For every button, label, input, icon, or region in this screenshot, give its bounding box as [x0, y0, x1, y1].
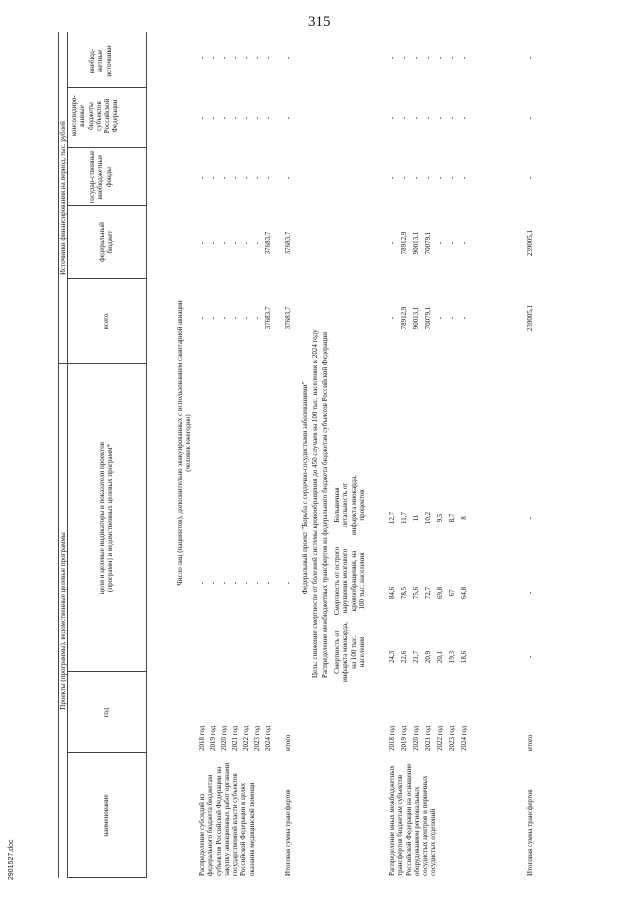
- indicator-2-value: 75,6: [412, 586, 420, 600]
- header-federal: федеральный бюджет: [98, 222, 115, 262]
- extrabudget-value: -: [460, 56, 468, 60]
- consolidated-value: -: [253, 116, 261, 120]
- summary-total: 239005,1: [526, 304, 534, 332]
- indicator-1-value: 21,7: [412, 650, 420, 664]
- federal-value: 78912,9: [400, 231, 408, 255]
- federal-value: -: [436, 241, 444, 245]
- state-funds-value: -: [412, 176, 420, 180]
- page-number: 315: [308, 14, 331, 30]
- federal-value: -: [220, 241, 228, 245]
- section2-indicator-1-header: Смертность от инфаркта миокарда, на 100 тыс. населения: [333, 622, 366, 682]
- summary-indicator-1: -: [526, 655, 534, 659]
- extrabudget-value: -: [400, 56, 408, 60]
- federal-value: -: [242, 241, 250, 245]
- header-group-sources: Источники финансирования на период, тыс. рублей: [59, 121, 67, 275]
- indicator-value: -: [253, 581, 261, 585]
- summary-label: Итоговая сумма трансфертов: [526, 789, 534, 876]
- total-value: 70079,1: [424, 306, 432, 330]
- rotated-table: [58, 32, 586, 878]
- section1-indicator-title: Число лиц (пациентов), дополнительно эвакуированных с использованием санитарной авиации (человек ежегодно): [176, 300, 193, 586]
- year-label: 2023 год: [253, 725, 261, 751]
- indicator-2-value: 72,7: [424, 586, 432, 600]
- extrabudget-value: -: [264, 56, 272, 60]
- summary-total: 37683,7: [284, 306, 292, 330]
- federal-value: 70079,1: [424, 231, 432, 255]
- summary-extrabudget: -: [284, 56, 292, 60]
- col-divider-federal-funds: [67, 205, 146, 206]
- indicator-2-value: 84,6: [388, 586, 396, 600]
- total-value: -: [448, 316, 456, 320]
- total-value: -: [220, 316, 228, 320]
- header-group-projects: Проекты (программы), ведомственные целевые программы: [59, 532, 67, 710]
- state-funds-value: -: [424, 176, 432, 180]
- total-value: -: [253, 316, 261, 320]
- summary-federal: 239005,1: [526, 229, 534, 257]
- summary-indicator: -: [284, 581, 292, 585]
- indicator-1-value: 20,1: [436, 650, 444, 664]
- extrabudget-value: -: [209, 56, 217, 60]
- extrabudget-value: -: [448, 56, 456, 60]
- summary-consolidated: -: [526, 116, 534, 120]
- year-label: 2022 год: [242, 725, 250, 751]
- indicator-value: -: [264, 581, 272, 585]
- indicator-1-value: 22,6: [400, 650, 408, 664]
- consolidated-value: -: [448, 116, 456, 120]
- consolidated-value: -: [242, 116, 250, 120]
- federal-value: 90013,1: [412, 231, 420, 255]
- extrabudget-value: -: [253, 56, 261, 60]
- indicator-3-value: 12,7: [388, 511, 396, 525]
- section2-indicator-2-header: Смертность от острого нарушения мозгового кровообращения, на 100 тыс. населения: [333, 546, 366, 616]
- indicator-3-value: 8,7: [448, 513, 456, 523]
- indicator-3-value: 10,2: [424, 511, 432, 525]
- year-label: 2020 год: [412, 725, 420, 751]
- year-label: 2018 год: [198, 725, 206, 751]
- extrabudget-value: -: [388, 56, 396, 60]
- year-label: 2022 год: [436, 725, 444, 751]
- consolidated-value: -: [264, 116, 272, 120]
- document-code-text: 2901527.doc: [8, 839, 15, 880]
- indicator-3-value: 8: [460, 516, 468, 520]
- state-funds-value: -: [388, 176, 396, 180]
- indicator-value: -: [198, 581, 206, 585]
- federal-value: -: [231, 241, 239, 245]
- federal-value: 37683,7: [264, 231, 272, 255]
- total-value: 90013,1: [412, 306, 420, 330]
- indicator-2-value: 69,8: [436, 586, 444, 600]
- indicator-3-value: 11,7: [400, 512, 408, 524]
- year-label: 2023 год: [448, 725, 456, 751]
- summary-indicator-2: -: [526, 591, 534, 595]
- total-value: -: [209, 316, 217, 320]
- state-funds-value: -: [209, 176, 217, 180]
- year-label: 2024 год: [460, 725, 468, 751]
- section1-row-name: Распределение субсидий из федерального бюджета бюджетам субъектов Российской Федерации на закупку авиационных работ органами государственной власти субъектов Российской Федерации в целях оказания медицинской помощи: [198, 762, 256, 876]
- total-value: 37683,7: [264, 306, 272, 330]
- col-divider-funds-consolidated: [67, 147, 146, 148]
- federal-value: -: [253, 241, 261, 245]
- federal-value: -: [448, 241, 456, 245]
- consolidated-value: -: [388, 116, 396, 120]
- section2-subtitle: Распределение межбюджетных трансфертов из федерального бюджета бюджетам субъектов Российской Федерации: [321, 332, 329, 678]
- indicator-2-value: 78,5: [400, 586, 408, 600]
- year-label: 2019 год: [400, 725, 408, 751]
- consolidated-value: -: [209, 116, 217, 120]
- total-value: -: [242, 316, 250, 320]
- header-year: год: [102, 707, 110, 718]
- federal-value: -: [198, 241, 206, 245]
- total-value: -: [231, 316, 239, 320]
- year-label: 2019 год: [209, 725, 217, 751]
- consolidated-value: -: [198, 116, 206, 120]
- total-value: -: [436, 316, 444, 320]
- consolidated-value: -: [231, 116, 239, 120]
- summary-year: итого: [526, 734, 534, 751]
- col-divider-consolidated-extra: [67, 87, 146, 88]
- extrabudget-value: -: [220, 56, 228, 60]
- state-funds-value: -: [220, 176, 228, 180]
- header-name: наименование: [102, 794, 110, 837]
- indicator-1-value: 20,9: [424, 650, 432, 664]
- consolidated-value: -: [460, 116, 468, 120]
- total-value: 78912,9: [400, 306, 408, 330]
- summary-state-funds: -: [526, 176, 534, 180]
- summary-indicator-3: -: [526, 516, 534, 520]
- year-label: 2021 год: [424, 725, 432, 751]
- consolidated-value: -: [220, 116, 228, 120]
- section2-indicator-3-header: Больничная летальность от инфаркта миокарда, процентов: [333, 475, 366, 535]
- indicator-1-value: 18,6: [460, 650, 468, 664]
- indicator-value: -: [231, 581, 239, 585]
- summary-label: Итоговая сумма трансфертов: [284, 789, 292, 876]
- extrabudget-value: -: [231, 56, 239, 60]
- extrabudget-value: -: [436, 56, 444, 60]
- state-funds-value: -: [242, 176, 250, 180]
- indicator-1-value: 19,3: [448, 650, 456, 664]
- state-funds-value: -: [264, 176, 272, 180]
- summary-federal: 37683,7: [284, 231, 292, 255]
- header-goals: цели и целевые индикаторы и показатели проектов (программ) и ведомственных целевых программ*: [98, 441, 115, 595]
- header-consolidated: консолидиро-ванные бюджеты субъектов Российской Федерации: [70, 95, 120, 136]
- section2-row-name: Распределение иных межбюджетных трансфертов бюджетам субъектов Российской Федерации на оснащение оборудованием региональных сосудистых центров и первичных сосудистых отделений: [388, 763, 438, 876]
- indicator-value: -: [209, 581, 217, 585]
- extrabudget-value: -: [242, 56, 250, 60]
- summary-year: итого: [284, 734, 292, 751]
- indicator-3-value: 9,5: [436, 513, 444, 523]
- indicator-1-value: 24,3: [388, 650, 396, 664]
- total-value: -: [198, 316, 206, 320]
- state-funds-value: -: [253, 176, 261, 180]
- federal-value: -: [388, 241, 396, 245]
- state-funds-value: -: [436, 176, 444, 180]
- total-value: -: [388, 316, 396, 320]
- section2-project-title: Федеральный проект "Борьба с сердечно-сосудистыми заболеваниями": [301, 381, 309, 595]
- year-label: 2021 год: [231, 725, 239, 751]
- state-funds-value: -: [400, 176, 408, 180]
- summary-extrabudget: -: [526, 56, 534, 60]
- year-label: 2020 год: [220, 725, 228, 751]
- consolidated-value: -: [436, 116, 444, 120]
- federal-value: -: [209, 241, 217, 245]
- header-bottom-border: [146, 32, 147, 878]
- year-label: 2024 год: [264, 725, 272, 751]
- consolidated-value: -: [400, 116, 408, 120]
- header-total: всего: [102, 313, 110, 330]
- indicator-2-value: 67: [448, 589, 456, 597]
- indicator-2-value: 64,8: [460, 586, 468, 600]
- total-value: -: [460, 316, 468, 320]
- indicator-3-value: 11: [412, 514, 420, 522]
- state-funds-value: -: [448, 176, 456, 180]
- state-funds-value: -: [460, 176, 468, 180]
- consolidated-value: -: [412, 116, 420, 120]
- extrabudget-value: -: [424, 56, 432, 60]
- extrabudget-value: -: [198, 56, 206, 60]
- federal-value: -: [460, 241, 468, 245]
- summary-consolidated: -: [284, 116, 292, 120]
- header-state-funds: государ-ственные внебюджетные фонды: [88, 150, 113, 204]
- summary-state-funds: -: [284, 176, 292, 180]
- state-funds-value: -: [198, 176, 206, 180]
- extrabudget-value: -: [412, 56, 420, 60]
- indicator-value: -: [242, 581, 250, 585]
- year-label: 2018 год: [388, 725, 396, 751]
- consolidated-value: -: [424, 116, 432, 120]
- indicator-value: -: [220, 581, 228, 585]
- section2-goal: Цель: снижение смертности от болезней системы кровообращения до 450 случаев на 100 тыс. населения к 2024 году: [311, 329, 319, 678]
- header-extrabudget: внебюд-жетные источники: [88, 45, 113, 77]
- state-funds-value: -: [231, 176, 239, 180]
